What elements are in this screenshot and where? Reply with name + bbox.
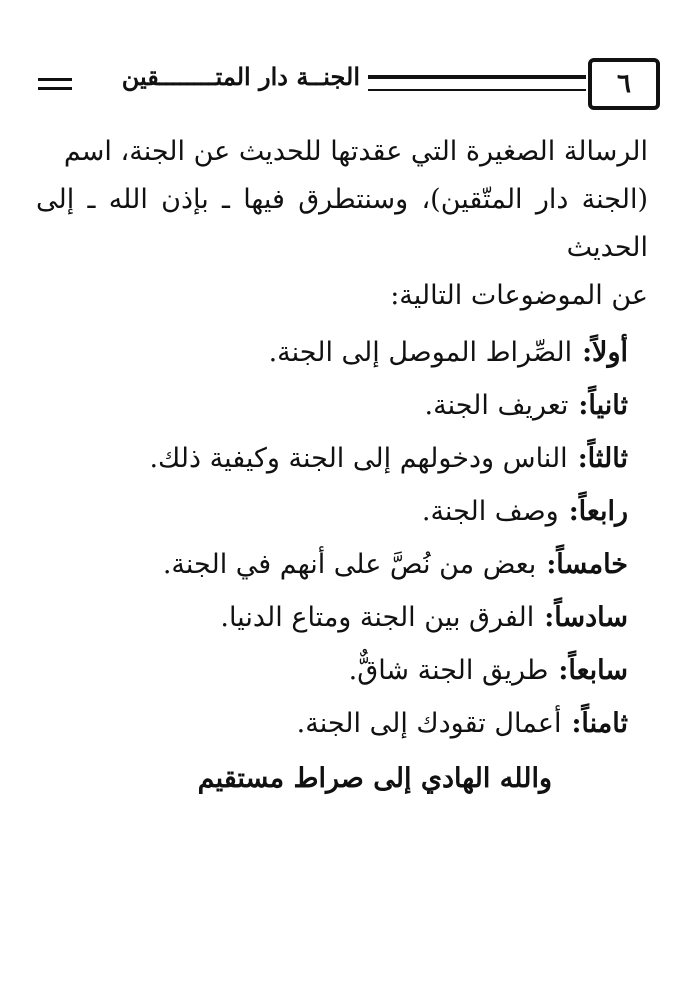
topic-ordinal: ثالثاً: xyxy=(577,443,628,474)
page-number: ٦ xyxy=(588,58,660,110)
topic-text: طريق الجنة شاقٌّ. xyxy=(348,655,549,686)
topic-ordinal: خامساً: xyxy=(546,549,628,580)
page-header xyxy=(20,58,660,118)
intro-line-3: عن الموضوعات التالية: xyxy=(390,280,648,311)
topic-text: وصف الجنة. xyxy=(421,496,559,527)
topic-ordinal: سابعاً: xyxy=(558,655,628,686)
topic-text: بعض من نُصَّ على أنهم في الجنة. xyxy=(162,549,537,580)
topic-text: أعمال تقودك إلى الجنة. xyxy=(296,708,562,739)
topic-item xyxy=(36,697,628,750)
header-rule-long xyxy=(368,75,586,91)
topic-text: تعريف الجنة. xyxy=(424,390,569,421)
topic-text: الناس ودخولهم إلى الجنة وكيفية ذلك. xyxy=(149,443,568,474)
topic-item xyxy=(36,485,628,538)
header-rule-short xyxy=(38,78,72,90)
topic-item xyxy=(36,432,628,485)
topic-item xyxy=(36,326,628,379)
topic-ordinal: أولاً: xyxy=(582,337,628,368)
topic-ordinal: رابعاً: xyxy=(568,496,628,527)
topic-item xyxy=(36,538,628,591)
topic-item xyxy=(36,591,628,644)
intro-line-1: الرسالة الصغيرة التي عقدتها للحديث عن الجنة، اسم xyxy=(63,136,648,167)
topic-text: الصِّراط الموصل إلى الجنة. xyxy=(268,337,573,368)
intro-line-2: (الجنة دار المتّقين)، وسنتطرق فيها ـ بإذن الله ـ إلى الحديث xyxy=(36,184,648,263)
topic-item xyxy=(36,644,628,697)
topic-ordinal: ثانياً: xyxy=(578,390,628,421)
topic-ordinal: ثامناً: xyxy=(571,708,628,739)
running-title: الجنــة دار المتــــــــقين xyxy=(121,62,360,91)
topic-item xyxy=(36,379,628,432)
topics-list xyxy=(36,326,648,750)
topic-ordinal: سادساً: xyxy=(544,602,628,633)
topic-text: الفرق بين الجنة ومتاع الدنيا. xyxy=(220,602,535,633)
closing-line: والله الهادي إلى صراط مستقيم xyxy=(197,763,552,794)
page-body xyxy=(36,128,648,804)
intro-paragraph xyxy=(36,128,648,320)
